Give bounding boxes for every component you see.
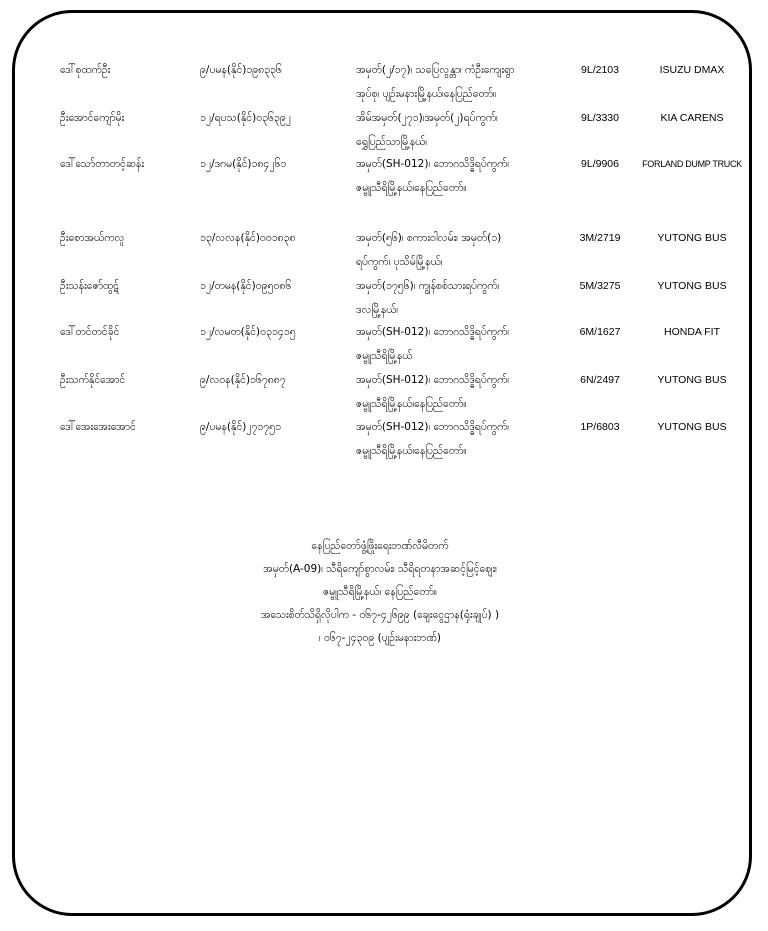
owner-name: ဦးအောင်ကျော်မိုး [60,112,125,124]
address-line: အမှတ်(၂/၁၇)၊ သပြေလွန္တာ၊ ကံဦးကျေးရွာ [356,64,515,76]
address-line: အိမ်အမှတ်(၂၇၁)၊အမှတ်(၂)ရပ်ကွက်၊ [356,112,498,124]
nrc-number: ၁၂/တမန(နိုင်)၀၉၅၀၈၆ [200,280,292,292]
owner-name: ဒေါ်သော်တာတင့်ဆန်း [60,158,145,170]
vehicle-plate: 1P/6803 [580,421,620,433]
nrc-number: ၉/ပမန(နိုင်)၁၉၈၃၃၆ [200,64,282,76]
address-line: အမှတ်(SH-012)၊ ဘောဂသိဒ္ဓိရပ်ကွက်၊ [356,421,510,433]
vehicle-model: YUTONG BUS [657,280,727,292]
owner-address [356,226,556,274]
bank-address-line-1: အမှတ်(A-09)၊ သီရိကျော်စွာလမ်း၊ သီရိရတနာအဆင့်မြင့်ဈေး၊ [263,563,497,575]
vehicle-plate: 3M/2719 [579,232,621,244]
owner-address [356,368,556,416]
contact-phone-line-1: အသေးစိတ်သိရှိလိုပါက - ၀၆၇-၄၂၆၉၉ (ချေးငွေဌာန(ရုံးချုပ်) ) [260,609,500,621]
owner-name: ဒေါ်အေးအေးအောင် [60,421,136,433]
owner-name: ဦးသန်းဇော်ထွဋ် [60,280,119,292]
owner-address [356,58,556,106]
owner-name: ဦးသက်နိုင်အောင် [60,374,126,386]
address-line: အမှတ်(SH-012)၊ ဘောဂသိဒ္ဓိရပ်ကွက်၊ [356,374,510,386]
address-line: ဇမ္ဗူသီရိမြို့နယ် [356,350,413,362]
address-line: ဒလမြို့နယ်၊ [356,304,398,316]
address-line: အုပ်စု၊ ပျဉ်းမနားမြို့နယ်၊နေပြည်တော်။ [356,88,497,100]
address-line: ရွှေပြည်သာမြို့နယ်၊ [356,136,427,148]
owner-name: ဦးစောအယ်ကလူ [60,232,125,244]
address-line: ဇမ္ဗူသီရိမြို့နယ်၊နေပြည်တော်။ [356,182,467,194]
owner-address [356,106,556,154]
nrc-number: ၉/ပမန(နိုင်)၂၇၁၇၅၁ [200,421,281,433]
nrc-number: ၁၂/ဒဂမ(နိုင်)၁၈၄၂၆၁ [200,158,287,170]
vehicle-plate: 6M/1627 [579,326,621,338]
nrc-number: ၁၂/ရပသ(နိုင်)၀၃၆၃၉၂ [200,112,291,124]
owner-name: ဒေါ်တင်တင်ခိုင် [60,326,120,338]
address-line: အမှတ်(၅၆)၊ စကားဝါလမ်း၊ အမှတ်(၁) [356,232,502,244]
address-line: အမှတ်(SH-012)၊ ဘောဂသိဒ္ဓိရပ်ကွက်၊ [356,158,510,170]
nrc-number: ၁၂/လမတ(နိုင်)၀၃၁၄၁၅ [200,326,296,338]
nrc-number: ၉/လဝန(နိုင်)၁၆၇၈၈၇ [200,374,286,386]
bank-contact-footer [200,535,560,650]
vehicle-model: YUTONG BUS [657,421,727,433]
bank-name: နေပြည်တော်ဖွံ့ဖြိုးရေးဘဏ်လီမိတက် [311,540,449,552]
nrc-number: ၁၃/လလန(နိုင်)၀၀၁၈၃၈ [200,232,296,244]
address-line: ရပ်ကွက်၊ ပုသိမ်မြို့နယ်၊ [356,256,443,268]
vehicle-model: HONDA FIT [663,326,720,338]
bank-address-line-2: ဇမ္ဗူသီရိမြို့နယ်၊ နေပြည်တော်။ [323,586,437,598]
vehicle-model: FORLAND DUMP TRUCK [642,159,742,169]
vehicle-plate: 9L/9906 [581,158,619,170]
address-line: ဇမ္ဗူသီရိမြို့နယ်၊နေပြည်တော်။ [356,445,467,457]
vehicle-plate: 5M/3275 [579,280,621,292]
owner-address [356,415,556,463]
vehicle-plate: 6N/2497 [580,374,620,386]
owner-address [356,152,556,200]
owner-name: ဒေါ်စုထက်ဦး [60,64,111,76]
vehicle-model: ISUZU DMAX [659,64,725,76]
vehicle-model: YUTONG BUS [657,374,727,386]
vehicle-plate: 9L/3330 [581,112,619,124]
address-line: ဇမ္ဗူသီရိမြို့နယ်၊နေပြည်တော်။ [356,398,467,410]
owner-address [356,320,556,368]
vehicle-model: YUTONG BUS [657,232,727,244]
vehicle-model: KIA CARENS [660,112,724,124]
address-line: အမှတ်(၁၇၅၆)၊ ကျွန်စစ်သားရပ်ကွက်၊ [356,280,500,292]
owner-address [356,274,556,322]
address-line: အမှတ်(SH-012)၊ ဘောဂသိဒ္ဓိရပ်ကွက်၊ [356,326,510,338]
contact-phone-line-2: ၊ ၀၆၇-၂၄၃၀၉ (ပျဉ်းမနားဘဏ်) [318,632,442,644]
vehicle-plate: 9L/2103 [581,64,619,76]
